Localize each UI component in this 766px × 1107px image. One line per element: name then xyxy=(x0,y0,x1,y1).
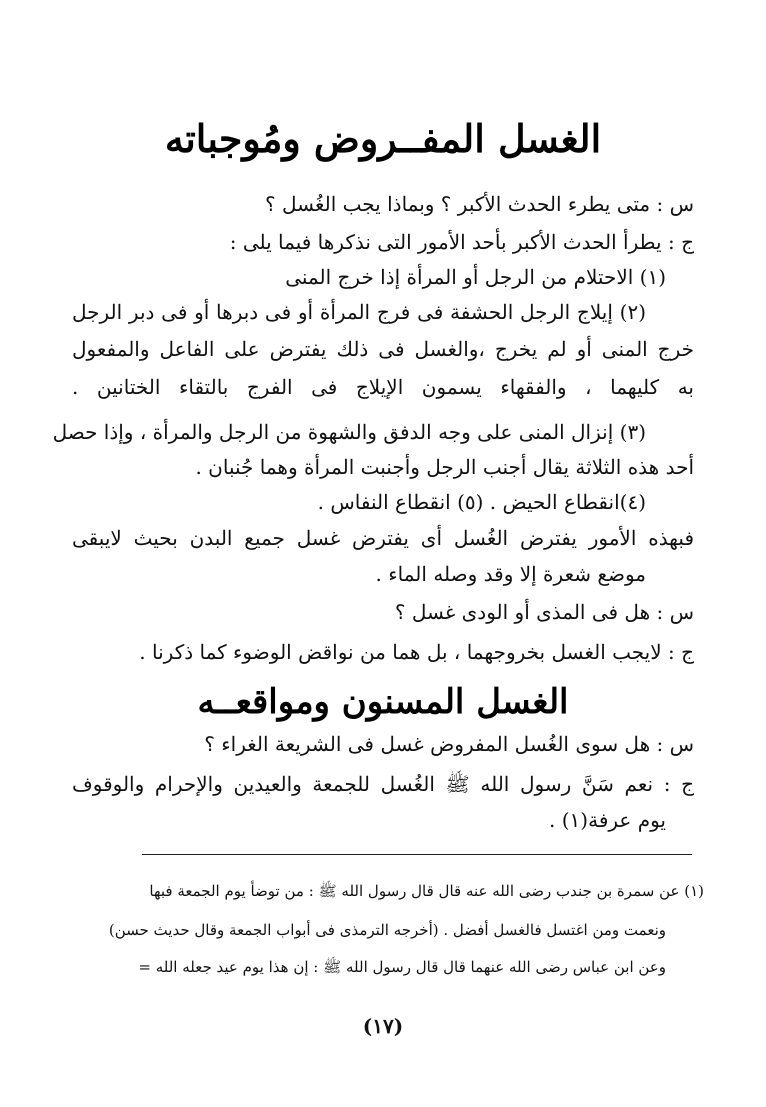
item-2-line-1: (٢) إيلاج الرجل الحشفة فى فرج المرأة أو فى دبرها أو فى دبر الرجل xyxy=(72,300,646,324)
summary-line-2: موضع شعرة إلا وقد وصله الماء . xyxy=(375,562,646,586)
items-4-5: (٤)انقطاع الحيض . (٥) انقطاع النفاس . xyxy=(317,490,646,514)
answer-2: ج : لايجب الغسل بخروجهما ، بل هما من نواقض الوضوء كما ذكرنا . xyxy=(139,640,694,664)
question-2: س : هل فى المذى أو الودى غسل ؟ xyxy=(394,600,694,624)
footnote-1-line-3: وعن ابن عباس رضى الله عنهما قال قال رسول الله ﷺ : إن هذا يوم عيد جعله الله = xyxy=(138,958,666,976)
question-3: س : هل سوى الغُسل المفروض غسل فى الشريعة الغراء ؟ xyxy=(204,732,694,756)
item-1: (١) الاحتلام من الرجل أو المرأة إذا خرج المنى xyxy=(285,265,666,289)
section-title-recommended-ghusl: الغسل المسنون ومواقعــه xyxy=(197,682,569,722)
footnote-1-line-1: (١) عن سمرة بن جندب رضى الله عنه قال قال رسول الله ﷺ : من توضأ يوم الجمعة فبها xyxy=(149,882,704,900)
footnote-1-line-2: ونعمت ومن اغتسل فالغسل أفضل . (أخرجه الترمذى فى أبواب الجمعة وقال حديث حسن) xyxy=(108,921,666,939)
item-3-line-2: أحد هذه الثلاثة يقال أجنب الرجل وأجنبت المرأة وهما جُنبان . xyxy=(195,455,694,479)
summary-line-1: فبهذه الأمور يفترض الغُسل أى يفترض غسل جميع البدن بحيث لايبقى xyxy=(72,526,695,550)
answer-3-line-2: يوم عرفة(١) . xyxy=(549,808,666,832)
item-2-line-2: خرج المنى أو لم يخرج ،والغسل فى ذلك يفترض على الفاعل والمفعول xyxy=(72,337,694,361)
page-number: (١٧) xyxy=(362,1014,404,1038)
item-3-line-1: (٣) إنزال المنى على وجه الدفق والشهوة من الرجل والمرأة ، وإذا حصل xyxy=(52,420,646,444)
answer-3-line-1: ج : نعم سَنَّ رسول الله ﷺ الغُسل للجمعة والعيدين والإحرام والوقوف xyxy=(72,772,694,796)
section-title-obligatory-ghusl: الغسل المفــروض ومُوجباته xyxy=(164,116,602,161)
item-2-line-3: به كليهما ، والفقهاء يسمون الإيلاج فى الفرج بالتقاء الختانين . xyxy=(72,375,694,399)
question-1: س : متى يطرء الحدث الأكبر ؟ وبماذا يجب الغُسل ؟ xyxy=(265,192,694,216)
footnote-divider xyxy=(142,854,692,855)
answer-1: ج : يطرأ الحدث الأكبر بأحد الأمور التى نذكرها فيما يلى : xyxy=(229,230,694,254)
